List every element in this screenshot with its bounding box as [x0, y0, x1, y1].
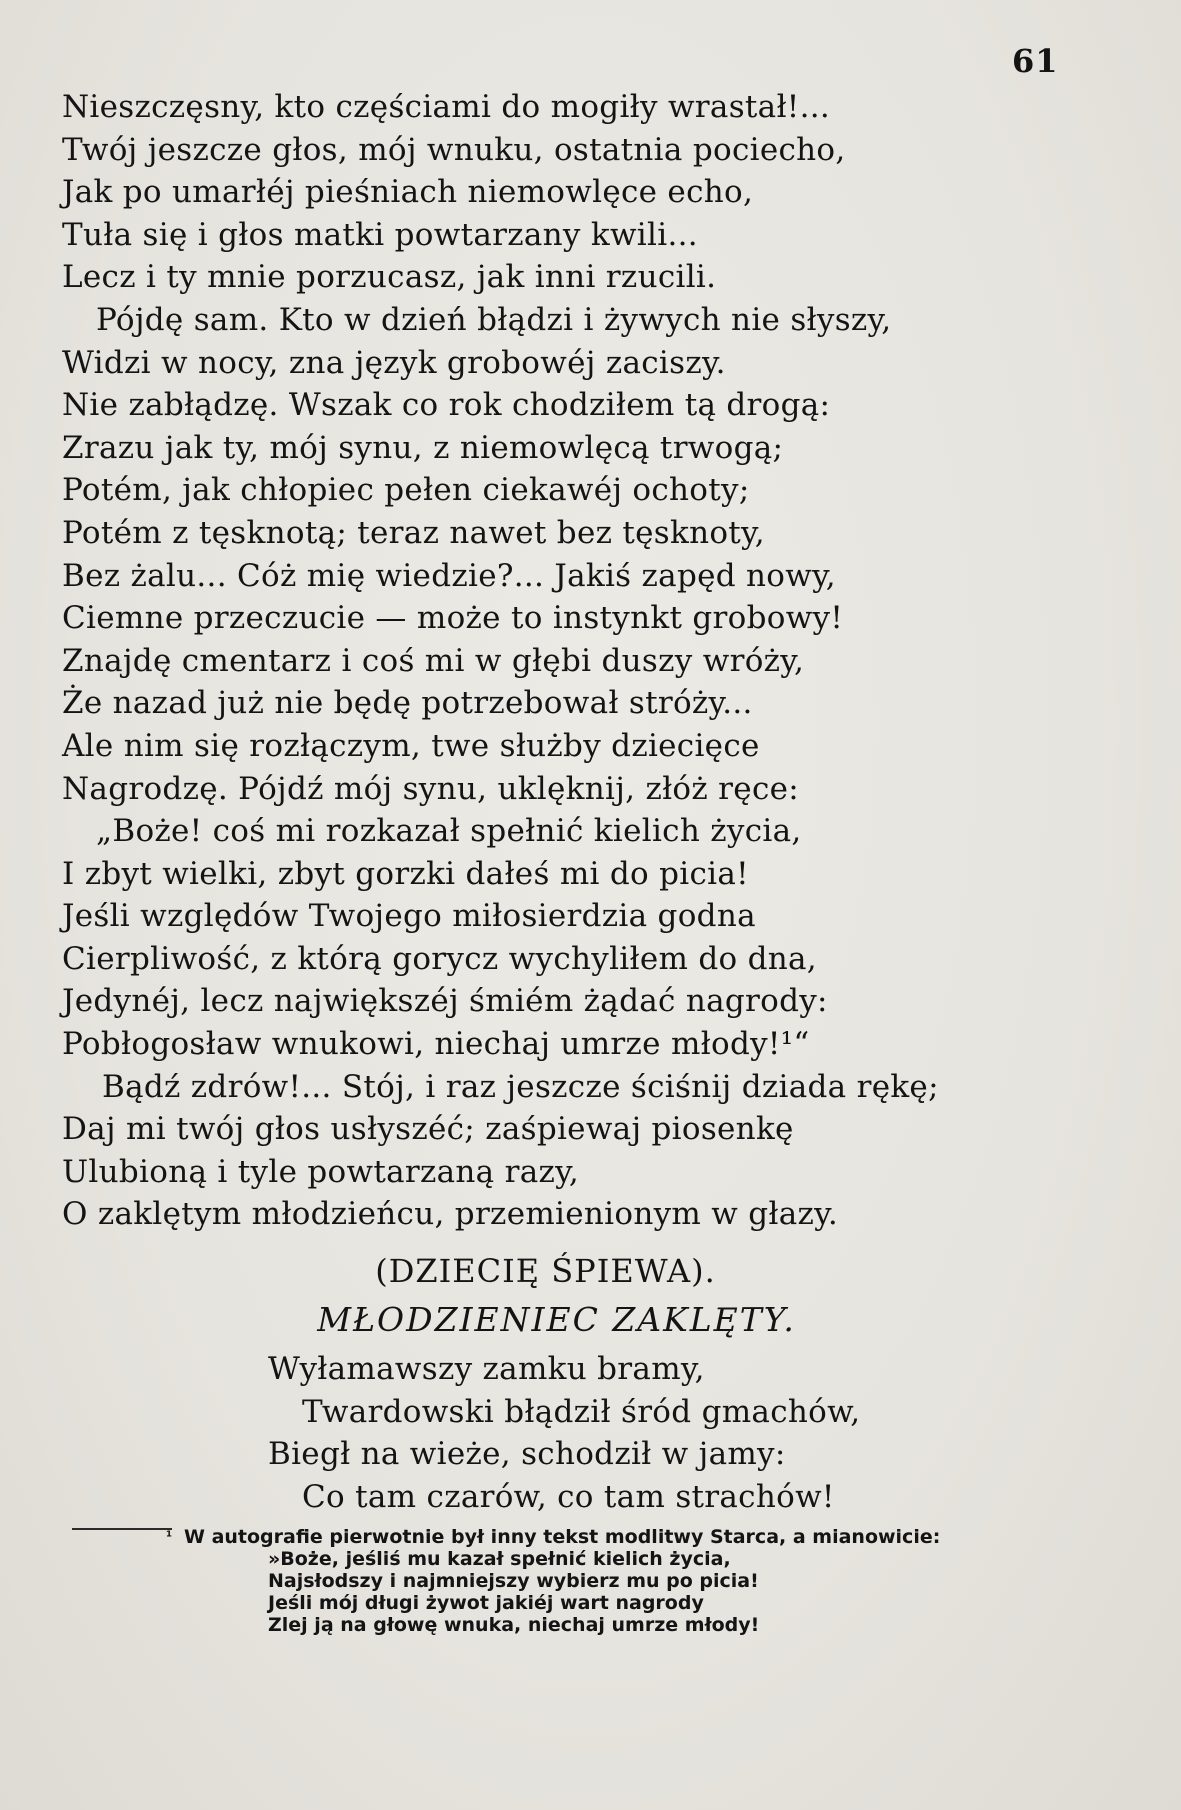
footnote-line: Najsłodszy i najmniejszy wybierz mu po picia!: [268, 1570, 759, 1592]
poem-line: Potém, jak chłopiec pełen ciekawéj ochoty;: [62, 472, 750, 509]
footnote-first-line: [166, 1526, 940, 1548]
song-line: Co tam czarów, co tam strachów!: [302, 1478, 835, 1515]
poem-line: Lecz i ty mnie porzucasz, jak inni rzucili.: [62, 259, 717, 296]
stage-direction: (DZIECIĘ ŚPIEWA).: [375, 1252, 716, 1290]
poem-text: [62, 86, 1112, 1236]
footnote-marker: ¹: [166, 1529, 173, 1545]
poem-line: Ale nim się rozłączym, twe służby dziecięce: [62, 727, 760, 764]
song-text: [268, 1348, 860, 1518]
prayer-line: I zbyt wielki, zbyt gorzki dałeś mi do picia!: [62, 855, 749, 892]
poem-line: Bądź zdrów!... Stój, i raz jeszcze ściśnij dziada rękę;: [102, 1068, 939, 1105]
poem-line: Że nazad już nie będę potrzebował stróży...: [62, 685, 753, 722]
prayer-line: „Boże! coś mi rozkazał spełnić kielich życia,: [96, 813, 802, 850]
footnote-line: Zlej ją na głowę wnuka, niechaj umrze młody!: [268, 1614, 760, 1636]
song-line: Wyłamawszy zamku bramy,: [268, 1351, 705, 1387]
song-title: MŁODZIENIEC ZAKLĘTY.: [317, 1300, 796, 1339]
poem-line: Ulubioną i tyle powtarzaną razy,: [62, 1153, 579, 1190]
poem-line: O zaklętym młodzieńcu, przemienionym w głazy.: [62, 1196, 839, 1233]
poem-line: Widzi w nocy, zna język grobowéj zaciszy.: [62, 344, 726, 381]
footnote-line: »Boże, jeśliś mu kazał spełnić kielich życia,: [268, 1548, 731, 1570]
poem-line: Pójdę sam. Kto w dzień błądzi i żywych nie słyszy,: [96, 301, 892, 338]
poem-line: Tuła się i głos matki powtarzany kwili...: [62, 216, 698, 253]
poem-line: Zrazu jak ty, mój synu, z niemowlęcą trwogą;: [62, 429, 784, 466]
song-line: Twardowski błądził śród gmachów,: [302, 1393, 861, 1430]
prayer-line: Jedynéj, lecz największéj śmiém żądać nagrody:: [62, 983, 828, 1020]
poem-line: Potém z tęsknotą; teraz nawet bez tęsknoty,: [62, 514, 765, 551]
footnote-divider: [72, 1528, 172, 1530]
poem-line: Znajdę cmentarz i coś mi w głębi duszy wróży,: [62, 642, 805, 679]
poem-line: Nie zabłądzę. Wszak co rok chodziłem tą drogą:: [62, 387, 831, 424]
prayer-line: Pobłogosław wnukowi, niechaj umrze młody!¹“: [62, 1026, 810, 1063]
poem-line: Ciemne przeczucie — może to instynkt grobowy!: [62, 600, 844, 637]
page-number: 61: [1012, 42, 1059, 80]
poem-line: Bez żalu... Cóż mię wiedzie?... Jakiś zapęd nowy,: [62, 557, 836, 594]
footnote: [166, 1526, 940, 1636]
song-line: Biegł na wieże, schodził w jamy:: [268, 1436, 786, 1472]
footnote-line: W autografie pierwotnie był inny tekst modlitwy Starca, a mianowicie:: [184, 1526, 941, 1548]
poem-line: Daj mi twój głos usłyszéć; zaśpiewaj piosenkę: [62, 1111, 794, 1148]
footnote-line: Jeśli mój długi żywot jakiéj wart nagrody: [268, 1592, 704, 1614]
poem-line: Nagrodzę. Pójdź mój synu, uklęknij, złóż ręce:: [62, 770, 800, 807]
prayer-line: Jeśli względów Twojego miłosierdzia godna: [62, 898, 756, 935]
poem-line: Nieszczęsny, kto częściami do mogiły wrastał!...: [62, 89, 831, 125]
prayer-line: Cierpliwość, z którą gorycz wychyliłem do dna,: [62, 940, 817, 977]
poem-line: Twój jeszcze głos, mój wnuku, ostatnia pociecho,: [62, 131, 846, 168]
poem-line: Jak po umarłéj pieśniach niemowlęce echo,: [62, 174, 754, 211]
